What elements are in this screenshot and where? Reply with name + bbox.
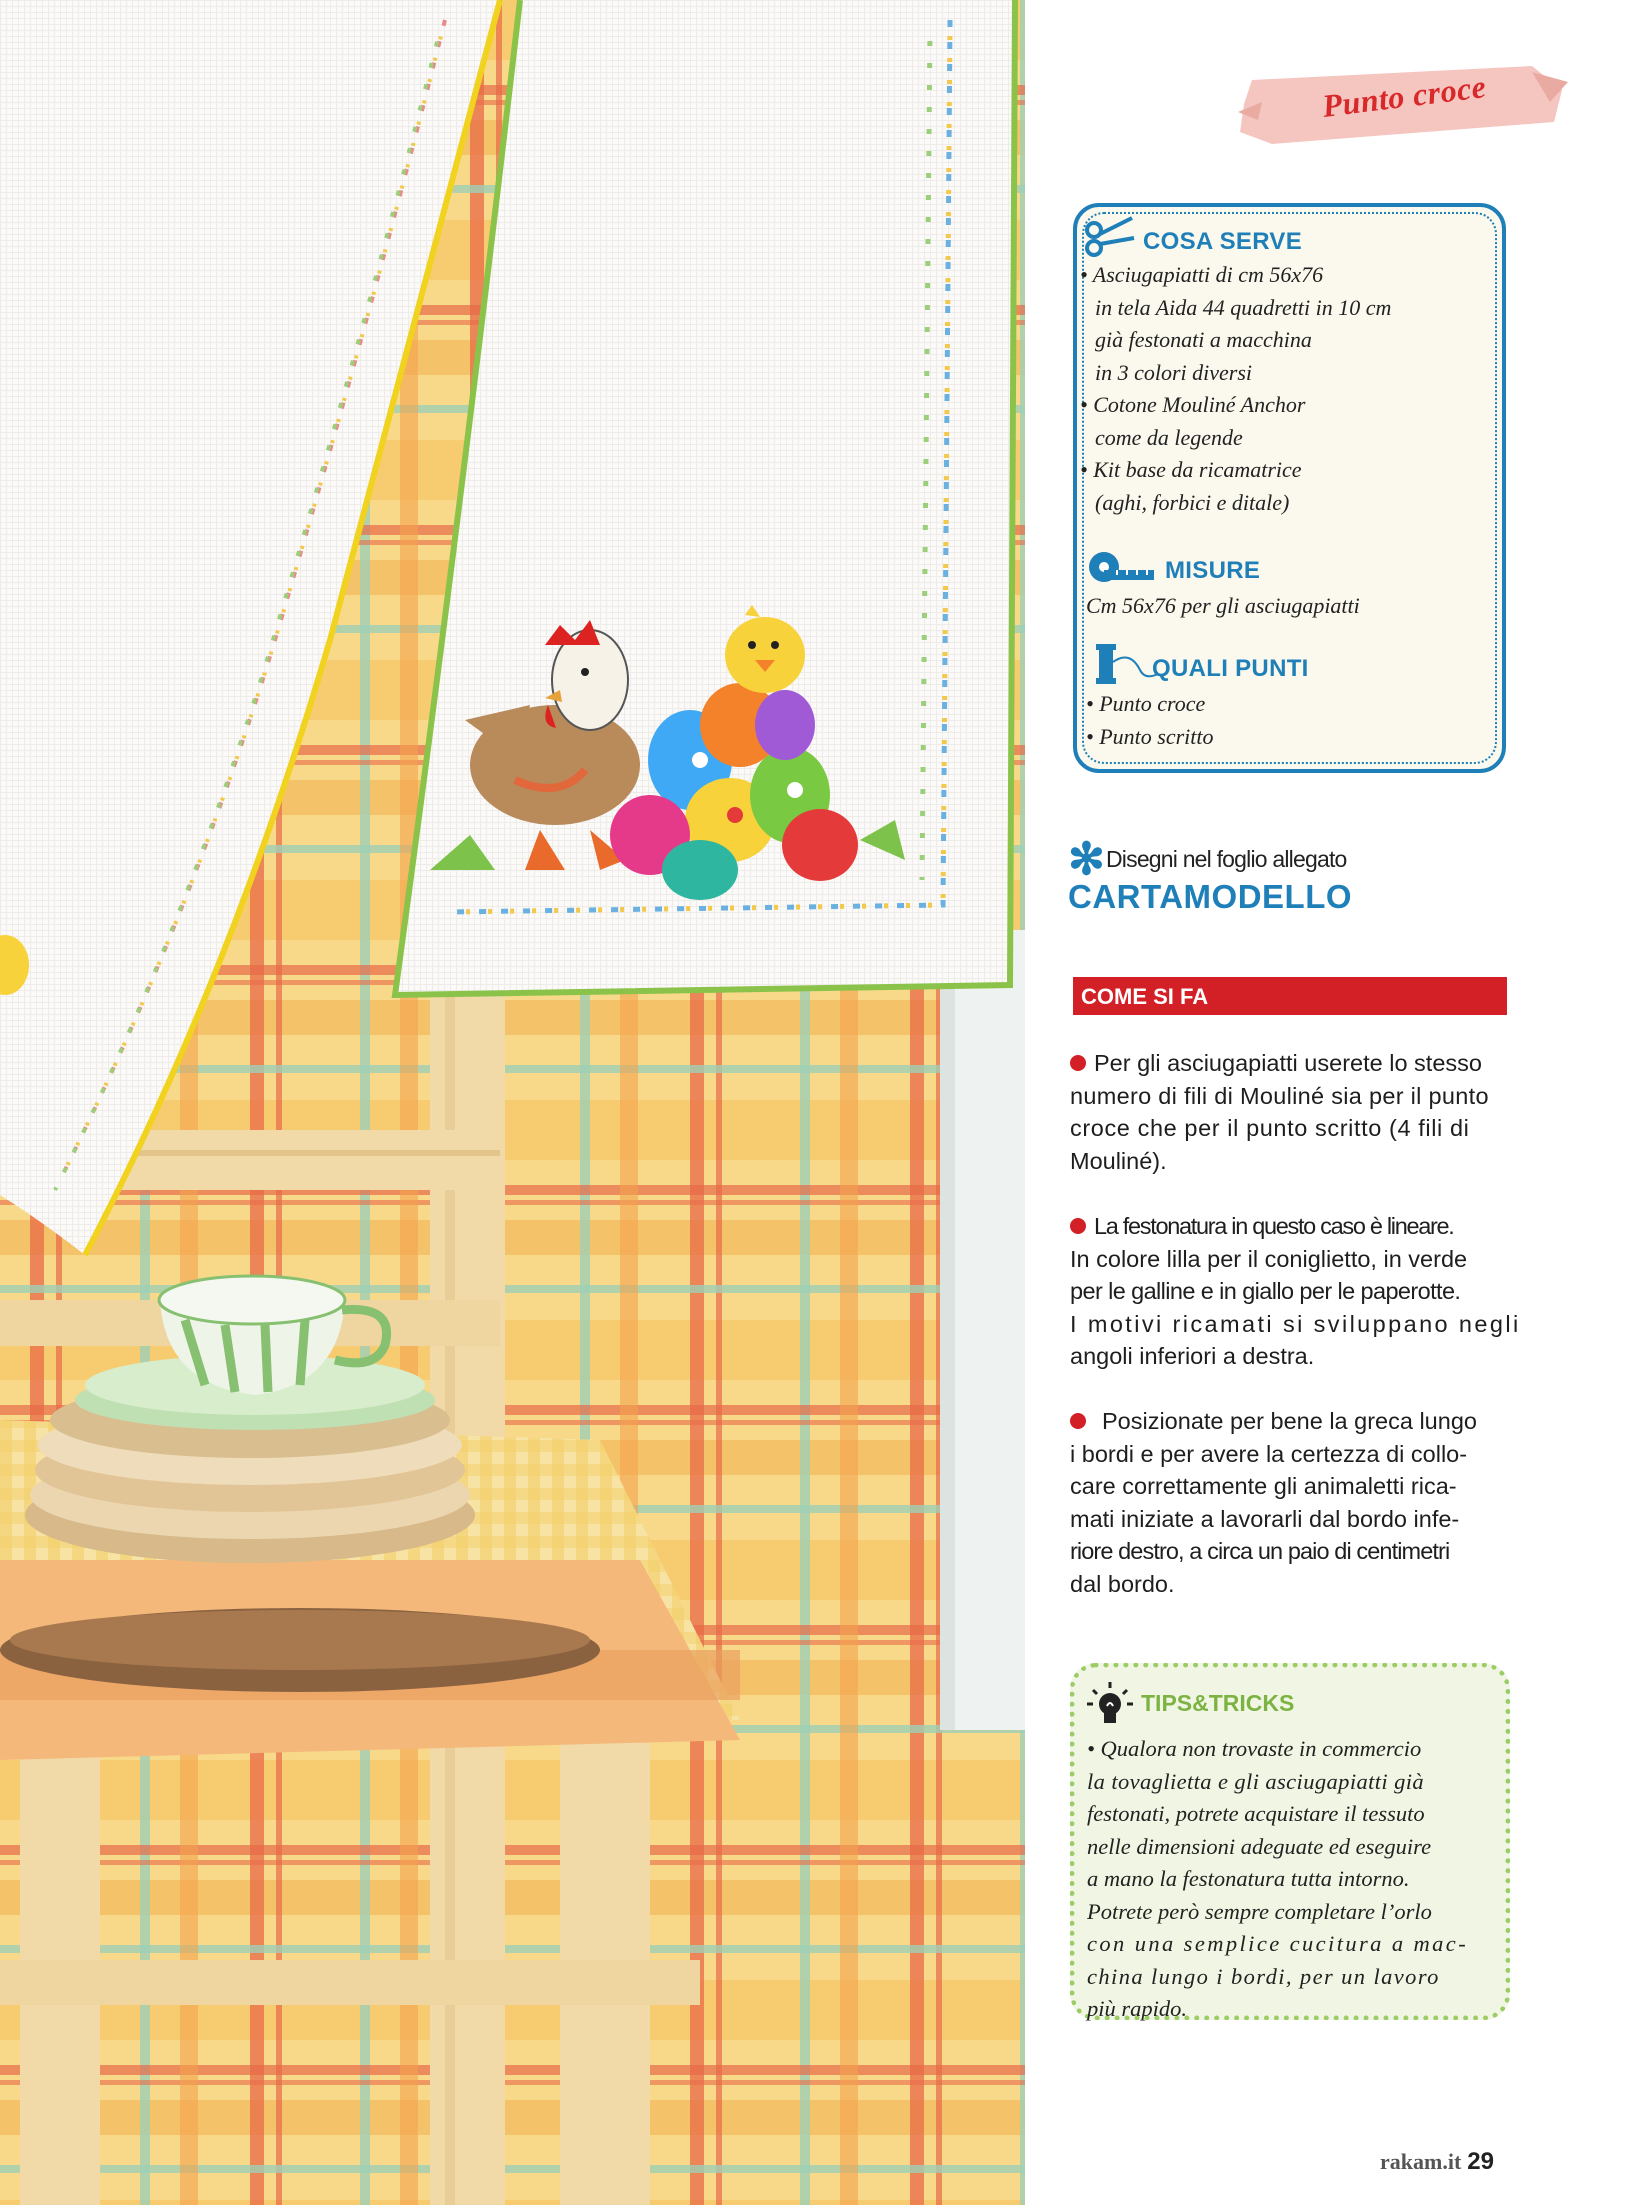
materials-line: in 3 colori diversi: [1095, 359, 1253, 385]
page-footer: [1380, 2148, 1494, 2176]
paragraph-line: angoli inferiori a destra.: [1070, 1343, 1315, 1369]
instruction-paragraph: [1070, 1210, 1521, 1373]
stitches-line: • Punto croce: [1086, 691, 1206, 716]
paragraph-line: care correttamente gli animaletti rica-: [1070, 1473, 1457, 1499]
paragraph-line: i bordi e per avere la certezza di collo-: [1070, 1440, 1468, 1467]
tips-line: la tovaglietta e gli asciugapiatti già: [1087, 1768, 1425, 1794]
tips-line: a mano la festonatura tutta intorno.: [1087, 1866, 1410, 1891]
lightbulb-icon: [1085, 1680, 1135, 1730]
bullet-icon: [1070, 1055, 1086, 1071]
measures-title: MISURE: [1165, 557, 1261, 584]
tips-line: Potrete però sempre completare l’orlo: [1087, 1898, 1432, 1924]
scissors-icon: [1082, 212, 1140, 260]
materials-line: già festonati a macchina: [1095, 327, 1312, 352]
thread-spool-icon: [1090, 640, 1160, 688]
page-number: 29: [1467, 2148, 1494, 2175]
paragraph-line: mati iniziate a lavorarli dal bordo infe-: [1070, 1505, 1460, 1532]
paragraph-line: Posizionate per bene la greca lungo: [1102, 1408, 1477, 1434]
paragraph-line: dal bordo.: [1070, 1570, 1175, 1597]
paragraph-line: La festonatura in questo caso è lineare.: [1094, 1213, 1454, 1239]
materials-title: COSA SERVE: [1143, 228, 1303, 255]
tape-measure-icon: [1087, 550, 1157, 584]
instructions-header: [1073, 977, 1507, 1015]
site-name: rakam.it: [1380, 2149, 1462, 2174]
paragraph-line: numero di fili di Mouliné sia per il punto: [1070, 1082, 1489, 1109]
paragraph-line: In colore lilla per il coniglietto, in verde: [1070, 1245, 1468, 1272]
tips-title: TIPS&TRICKS: [1141, 1690, 1295, 1716]
stitches-line: • Punto scritto: [1086, 723, 1214, 749]
instruction-paragraph: [1070, 1047, 1510, 1177]
tips-line: festonati, potrete acquistare il tessuto: [1087, 1801, 1425, 1826]
bullet-icon: [1070, 1218, 1086, 1234]
paragraph-line: per le galline e in giallo per le paperotte.: [1070, 1278, 1461, 1304]
paragraph-line: Per gli asciugapiatti userete lo stesso: [1094, 1050, 1482, 1076]
paragraph-line: I motivi ricamati si sviluppano negli: [1070, 1310, 1521, 1337]
paragraph-line: Mouliné).: [1070, 1147, 1167, 1174]
bullet-icon: [1070, 1413, 1086, 1429]
asterisk-icon: ✻: [1068, 835, 1105, 884]
instructions-title: COME SI FA: [1081, 984, 1209, 1009]
materials-line: • Kit base da ricamatrice: [1080, 457, 1302, 482]
section-tab: [1232, 62, 1572, 146]
materials-list: [1080, 259, 1391, 519]
materials-line: come da legende: [1095, 424, 1243, 450]
measures-text: [1086, 590, 1360, 623]
tips-line: • Qualora non trovaste in commercio: [1087, 1736, 1422, 1761]
tips-line: più rapido.: [1087, 1996, 1188, 2021]
stitches-list: [1086, 688, 1213, 753]
materials-line: • Cotone Mouliné Anchor: [1080, 392, 1306, 417]
tips-line: nelle dimensioni adeguate ed eseguire: [1087, 1833, 1432, 1859]
materials-line: in tela Aida 44 quadretti in 10 cm: [1095, 294, 1392, 320]
instruction-paragraph: [1070, 1405, 1510, 1600]
materials-line: • Asciugapiatti di cm 56x76: [1080, 262, 1324, 287]
materials-line: (aghi, forbici e ditale): [1095, 489, 1290, 515]
stitches-title: QUALI PUNTI: [1152, 655, 1309, 682]
tips-list: [1087, 1733, 1468, 2026]
pattern-sheet-title: CARTAMODELLO: [1068, 878, 1353, 915]
section-tab-label: Punto croce: [1320, 68, 1489, 124]
pattern-sheet-caption: Disegni nel foglio allegato: [1106, 846, 1347, 872]
tips-line: con una semplice cucitura a mac-: [1087, 1931, 1469, 1956]
measures-line: Cm 56x76 per gli asciugapiatti: [1086, 593, 1360, 618]
paragraph-line: croce che per il punto scritto (4 fili di: [1070, 1115, 1470, 1141]
paragraph-line: riore destro, a circa un paio di centimetri: [1070, 1538, 1450, 1564]
tips-line: china lungo i bordi, per un lavoro: [1087, 1963, 1440, 1989]
